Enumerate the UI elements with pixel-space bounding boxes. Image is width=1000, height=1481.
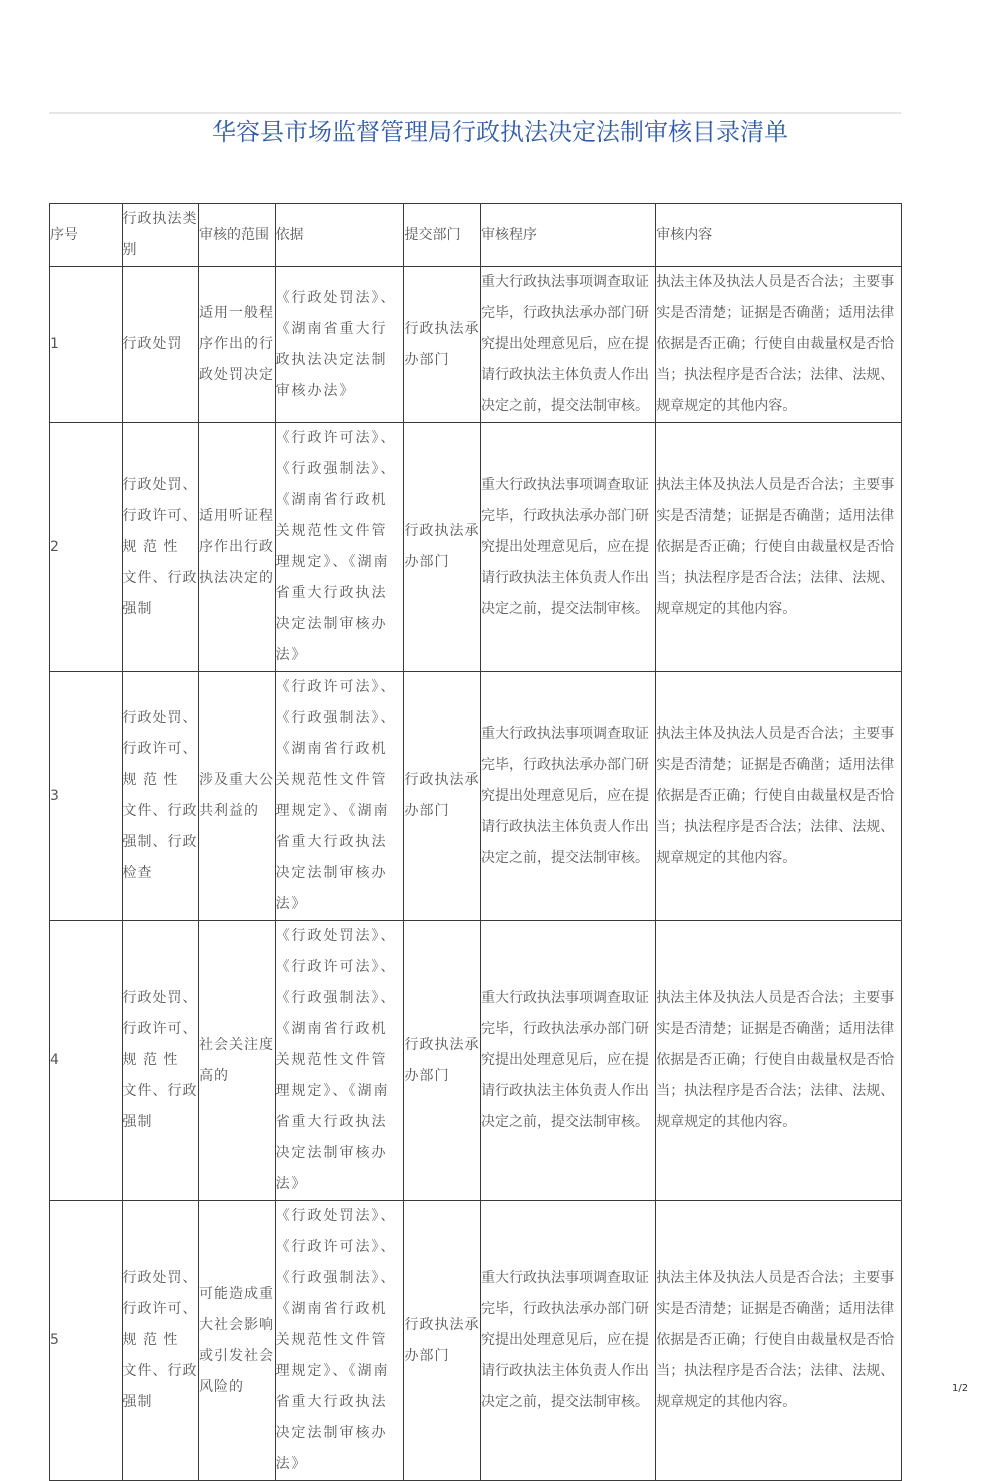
page-indicator: 1/2	[952, 1383, 969, 1394]
cell-content: 执法主体及执法人员是否合法；主要事实是否清楚；证据是否确凿；适用法律依据是否正确；行使自由裁量权是否恰当；执法程序是否合法；法律、法规、规章规定的其他内容。	[656, 423, 902, 672]
cell-scope: 社会关注度高的	[199, 921, 276, 1201]
cell-no: 1	[50, 267, 123, 423]
cell-scope: 适用听证程序作出行政执法决定的	[199, 423, 276, 672]
cell-content: 执法主体及执法人员是否合法；主要事实是否清楚；证据是否确凿；适用法律依据是否正确；行使自由裁量权是否恰当；执法程序是否合法；法律、法规、规章规定的其他内容。	[656, 267, 902, 423]
cell-department: 行政执法承办部门	[404, 1201, 481, 1481]
cell-content: 执法主体及执法人员是否合法；主要事实是否清楚；证据是否确凿；适用法律依据是否正确；行使自由裁量权是否恰当；执法程序是否合法；法律、法规、规章规定的其他内容。	[656, 1201, 902, 1481]
cell-basis: 《行政处罚法》、《湖南省重大行政执法决定法制审核办法》	[275, 267, 404, 423]
cell-procedure: 重大行政执法事项调查取证完毕，行政执法承办部门研究提出处理意见后，应在提请行政执法主体负责人作出决定之前，提交法制审核。	[481, 267, 656, 423]
cell-procedure: 重大行政执法事项调查取证完毕，行政执法承办部门研究提出处理意见后，应在提请行政执法主体负责人作出决定之前，提交法制审核。	[481, 423, 656, 672]
header-department: 提交部门	[404, 204, 481, 267]
review-catalog-table	[49, 203, 902, 1481]
table-row	[50, 921, 902, 1201]
cell-department: 行政执法承办部门	[404, 267, 481, 423]
cell-procedure: 重大行政执法事项调查取证完毕，行政执法承办部门研究提出处理意见后，应在提请行政执法主体负责人作出决定之前，提交法制审核。	[481, 1201, 656, 1481]
cell-basis: 《行政处罚法》、《行政许可法》、《行政强制法》、《湖南省行政机关规范性文件管理规定》、《湖南省重大行政执法决定法制审核办法》	[275, 921, 404, 1201]
table-row	[50, 1201, 902, 1481]
cell-procedure: 重大行政执法事项调查取证完毕，行政执法承办部门研究提出处理意见后，应在提请行政执法主体负责人作出决定之前，提交法制审核。	[481, 672, 656, 921]
header-basis: 依据	[275, 204, 404, 267]
table-row	[50, 267, 902, 423]
cell-category: 行政处罚、行政许可、规 范 性 文件、行政强制	[122, 921, 199, 1201]
cell-content: 执法主体及执法人员是否合法；主要事实是否清楚；证据是否确凿；适用法律依据是否正确；行使自由裁量权是否恰当；执法程序是否合法；法律、法规、规章规定的其他内容。	[656, 921, 902, 1201]
cell-scope: 可能造成重大社会影响或引发社会风险的	[199, 1201, 276, 1481]
header-category: 行政执法类别	[122, 204, 199, 267]
table-header-row	[50, 204, 902, 267]
cell-category: 行政处罚	[122, 267, 199, 423]
cell-no: 3	[50, 672, 123, 921]
cell-department: 行政执法承办部门	[404, 921, 481, 1201]
cell-scope: 涉及重大公共利益的	[199, 672, 276, 921]
cell-no: 5	[50, 1201, 123, 1481]
cell-department: 行政执法承办部门	[404, 672, 481, 921]
cell-basis: 《行政处罚法》、《行政许可法》、《行政强制法》、《湖南省行政机关规范性文件管理规定》、《湖南省重大行政执法决定法制审核办法》	[275, 1201, 404, 1481]
header-content: 审核内容	[656, 204, 902, 267]
cell-no: 2	[50, 423, 123, 672]
cell-category: 行政处罚、行政许可、规 范 性 文件、行政强制	[122, 423, 199, 672]
header-scope: 审核的范围	[199, 204, 276, 267]
table-row	[50, 672, 902, 921]
cell-basis: 《行政许可法》、《行政强制法》、《湖南省行政机关规范性文件管理规定》、《湖南省重大行政执法决定法制审核办法》	[275, 423, 404, 672]
document-title: 华容县市场监督管理局行政执法决定法制审核目录清单	[212, 118, 788, 146]
cell-department: 行政执法承办部门	[404, 423, 481, 672]
cell-category: 行政处罚、行政许可、规 范 性 文件、行政强制	[122, 1201, 199, 1481]
cell-scope: 适用一般程序作出的行政处罚决定	[199, 267, 276, 423]
cell-basis: 《行政许可法》、《行政强制法》、《湖南省行政机关规范性文件管理规定》、《湖南省重大行政执法决定法制审核办法》	[275, 672, 404, 921]
header-procedure: 审核程序	[481, 204, 656, 267]
header-no: 序号	[50, 204, 123, 267]
cell-category: 行政处罚、行政许可、规 范 性 文件、行政强制、行政检查	[122, 672, 199, 921]
cell-content: 执法主体及执法人员是否合法；主要事实是否清楚；证据是否确凿；适用法律依据是否正确；行使自由裁量权是否恰当；执法程序是否合法；法律、法规、规章规定的其他内容。	[656, 672, 902, 921]
cell-no: 4	[50, 921, 123, 1201]
cell-procedure: 重大行政执法事项调查取证完毕，行政执法承办部门研究提出处理意见后，应在提请行政执法主体负责人作出决定之前，提交法制审核。	[481, 921, 656, 1201]
table-row	[50, 423, 902, 672]
